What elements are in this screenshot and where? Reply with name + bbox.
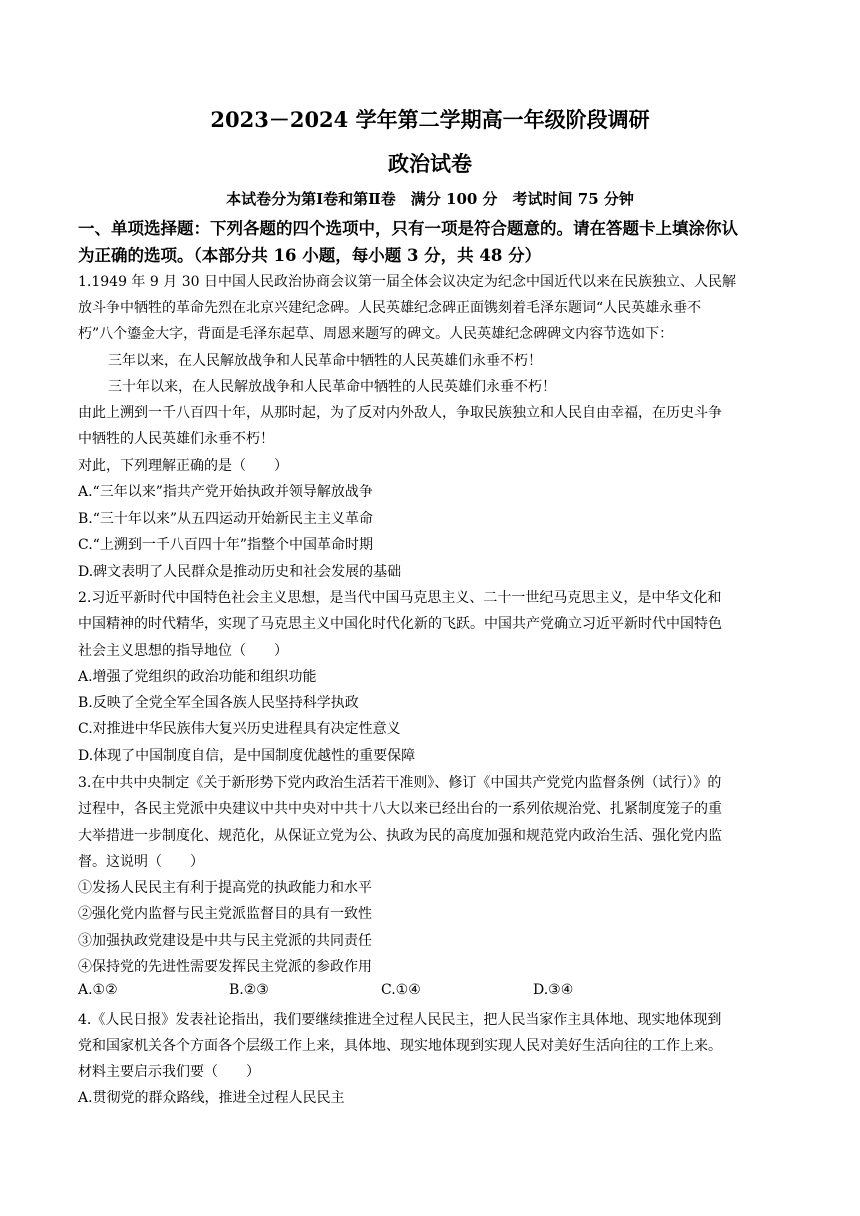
q3-option-c: C.①④ xyxy=(381,982,421,998)
q2-option-a: A.增强了党组织的政治功能和组织功能 xyxy=(78,669,317,685)
q3-item3: ③加强执政党建设是中共与民主党派的共同责任 xyxy=(78,933,372,949)
q3-option-a: A.①② xyxy=(78,982,118,998)
q1-stem-line3: 朽”八个鎏金大字，背面是毛泽东起草、周恩来题写的碑文。人民英雄纪念碑碑文内容节选如下： xyxy=(78,326,674,342)
subject-title: 政治试卷 xyxy=(388,151,472,176)
q1-quote2: 三十年以来，在人民解放战争和人民革命中牺牲的人民英雄们永垂不朽！ xyxy=(108,379,556,395)
q3-option-b: B.②③ xyxy=(229,982,269,998)
q2-option-d: D.体现了中国制度自信，是中国制度优越性的重要保障 xyxy=(78,748,416,764)
q4-stem-line3: 材料主要启示我们要（ ） xyxy=(78,1064,260,1080)
exam-title: 2023－2024 学年第二学期高一年级阶段调研 xyxy=(210,107,650,132)
q4-stem-line1: 4.《人民日报》发表社论指出，我们要继续推进全过程人民民主，把人民当家作主具体地、现实地体现到 xyxy=(78,1012,722,1028)
q4-stem-line2: 党和国家机关各个方面各个层级工作上来，具体地、现实地体现到实现人民对美好生活向往的工作上来。 xyxy=(78,1038,722,1054)
q1-option-c: C.“上溯到一千八百四十年”指整个中国革命时期 xyxy=(78,537,373,553)
q2-option-b: B.反映了全党全军全国各族人民坚持科学执政 xyxy=(78,695,359,711)
q1-stem-line1: 1.1949 年 9 月 30 日中国人民政治协商会议第一届全体会议决定为纪念中国近代以来在民族独立、人民解 xyxy=(78,274,736,290)
q4-option-a: A.贯彻党的群众路线，推进全过程人民民主 xyxy=(78,1090,345,1106)
q2-stem-line2: 中国精神的时代精华，实现了马克思主义中国化时代化新的飞跃。中国共产党确立习近平新时代中国特色 xyxy=(78,616,722,632)
q1-option-d: D.碑文表明了人民群众是推动历史和社会发展的基础 xyxy=(78,564,402,580)
q2-stem-line1: 2.习近平新时代中国特色社会主义思想，是当代中国马克思主义、二十一世纪马克思主义，是中华文化和 xyxy=(78,590,722,606)
q1-quote3-line2: 中牺牲的人民英雄们永垂不朽！ xyxy=(78,431,274,447)
section-heading-line2: 为正确的选项。（本部分共 16 小题，每小题 3 分，共 48 分） xyxy=(78,246,542,265)
q2-option-c: C.对推进中华民族伟大复兴历史进程具有决定性意义 xyxy=(78,721,401,737)
q3-stem-line3: 大举措进一步制度化、规范化，从保证立党为公、执政为民的高度加强和规范党内政治生活、强化党内监 xyxy=(78,828,722,844)
q1-option-b: B.“三十年以来”从五四运动开始新民主主义革命 xyxy=(78,511,374,527)
q3-stem-line2: 过程中，各民主党派中央建议中共中央对中共十八大以来已经出台的一系列依规治党、扎紧制度笼子的重 xyxy=(78,801,722,817)
q3-option-d: D.③④ xyxy=(533,982,574,998)
q3-item4: ④保持党的先进性需要发挥民主党派的参政作用 xyxy=(78,959,372,975)
q1-quote3-line1: 由此上溯到一千八百四十年，从那时起，为了反对内外敌人，争取民族独立和人民自由幸福，在历史斗争 xyxy=(78,405,722,421)
q2-stem-line3: 社会主义思想的指导地位（ ） xyxy=(78,643,288,659)
q3-item1: ①发扬人民民主有利于提高党的执政能力和水平 xyxy=(78,880,372,896)
q1-quote1: 三年以来，在人民解放战争和人民革命中牺牲的人民英雄们永垂不朽！ xyxy=(108,353,542,369)
exam-info: 本试卷分为第Ⅰ卷和第Ⅱ卷 满分 100 分 考试时间 75 分钟 xyxy=(226,190,634,208)
q3-item2: ②强化党内监督与民主党派监督目的具有一致性 xyxy=(78,906,372,922)
section-heading-line1: 一、单项选择题：下列各题的四个选项中，只有一项是符合题意的。请在答题卡上填涂你认 xyxy=(78,219,738,238)
q3-stem-line1: 3.在中共中央制定《关于新形势下党内政治生活若干准则》、修订《中国共产党党内监督条例（试行）》的 xyxy=(78,775,722,791)
q3-stem-line4: 督。这说明（ ） xyxy=(78,854,204,870)
q1-option-a: A.“三年以来”指共产党开始执政并领导解放战争 xyxy=(78,484,373,500)
q1-question: 对此，下列理解正确的是（ ） xyxy=(78,458,288,474)
q1-stem-line2: 放斗争中牺牲的革命先烈在北京兴建纪念碑。人民英雄纪念碑正面镌刻着毛泽东题词“人民英雄永垂不 xyxy=(78,300,702,316)
